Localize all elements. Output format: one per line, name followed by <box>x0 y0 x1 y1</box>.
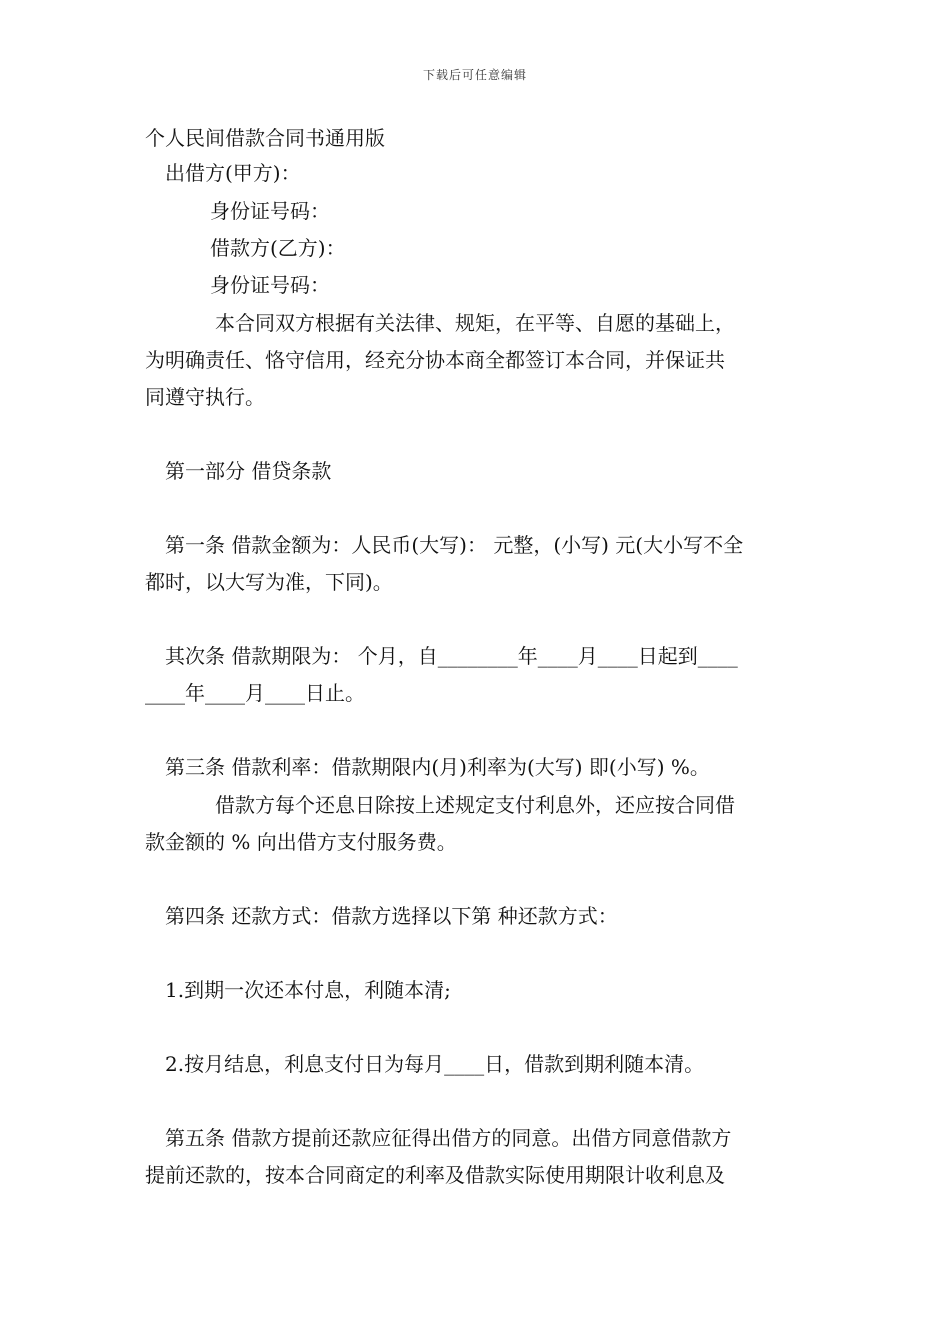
article1-line-1: 第一条 借款金额为：人民币(大写)： 元整，(小写) 元(大小写不全 <box>165 533 744 557</box>
article5-line-1: 第五条 借款方提前还款应征得出借方的同意。出借方同意借款方 <box>165 1126 732 1150</box>
lender-id-label: 身份证号码： <box>210 199 330 223</box>
article3-fee-line-2: 款金额的 % 向出借方支付服务费。 <box>145 830 457 854</box>
intro-line-1: 本合同双方根据有关法律、规矩，在平等、自愿的基础上， <box>215 311 735 335</box>
article3-line: 第三条 借款利率：借款期限内(月)利率为(大写) 即(小写) %。 <box>165 755 710 779</box>
repayment-option-2: 2.按月结息，利息支付日为每月____日，借款到期利随本清。 <box>165 1052 705 1076</box>
page-header: 下载后可任意编辑 <box>422 68 527 82</box>
article2-line-1: 其次条 借款期限为： 个月，自________年____月____日起到____ <box>165 644 738 668</box>
intro-line-2: 为明确责任、恪守信用，经充分协本商全都签订本合同，并保证共 <box>145 348 725 372</box>
article4-line: 第四条 还款方式：借款方选择以下第 种还款方式： <box>165 904 618 928</box>
article5-line-2: 提前还款的，按本合同商定的利率及借款实际使用期限计收利息及 <box>145 1163 725 1187</box>
part1-heading: 第一部分 借贷条款 <box>165 459 332 483</box>
document-title: 个人民间借款合同书通用版 <box>145 126 385 150</box>
lender-label: 出借方(甲方)： <box>165 161 301 185</box>
article3-fee-line-1: 借款方每个还息日除按上述规定支付利息外，还应按合同借 <box>215 793 735 817</box>
article1-line-2: 都时，以大写为准，下同)。 <box>145 570 393 594</box>
repayment-option-1: 1.到期一次还本付息，利随本清; <box>165 978 451 1002</box>
intro-line-3: 同遵守执行。 <box>145 385 265 409</box>
borrower-label: 借款方(乙方)： <box>210 236 346 260</box>
article2-line-2: ____年____月____日止。 <box>145 681 365 705</box>
borrower-id-label: 身份证号码： <box>210 273 330 297</box>
